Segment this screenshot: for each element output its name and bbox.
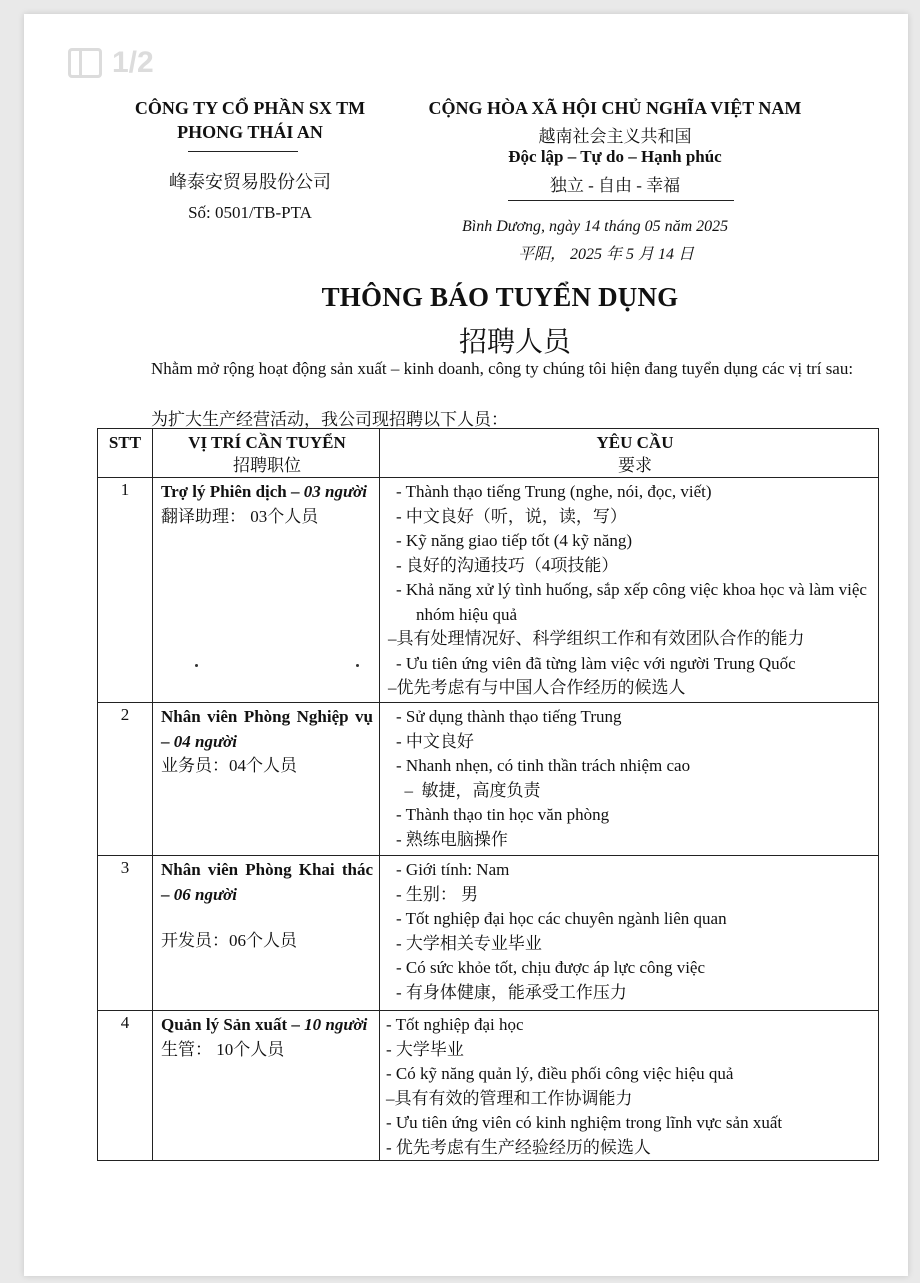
requirement-item: - 熟练电脑操作 xyxy=(396,829,508,849)
motto-vn: Độc lập – Tự do – Hạnh phúc xyxy=(508,147,722,166)
scan-speck xyxy=(195,664,198,667)
row-requirements xyxy=(380,478,879,703)
table-header-row xyxy=(98,429,879,478)
table-row xyxy=(98,856,879,1011)
page-thumbnail-icon[interactable] xyxy=(68,48,102,78)
country-name-vn: CỘNG HÒA XÃ HỘI CHỦ NGHĨA VIỆT NAM xyxy=(428,98,802,118)
requirement-item: - Tốt nghiệp đại học xyxy=(386,1015,524,1034)
row-position: Nhân viên Phòng Khai thác – 06 người 开发员：06个人员 xyxy=(153,856,380,1011)
requirement-item: - 大学相关专业毕业 xyxy=(396,933,542,953)
country-name-cn: 越南社会主义共和国 xyxy=(538,127,692,146)
row-requirements xyxy=(380,703,879,856)
row-stt: 2 xyxy=(98,703,153,856)
motto-underline xyxy=(508,200,734,201)
requirement-item: - 良好的沟通技巧（4项技能） xyxy=(396,555,619,575)
motto-cn: 独立 - 自由 - 幸福 xyxy=(549,176,681,195)
requirement-item: - Có sức khỏe tốt, chịu được áp lực công việc xyxy=(396,958,706,977)
requirement-item: - Có kỹ năng quản lý, điều phối công việc hiệu quả xyxy=(386,1064,734,1083)
table-row xyxy=(98,478,879,703)
row-position: Quản lý Sản xuất – 10 người 生管： 10个人员 xyxy=(153,1011,380,1161)
scan-speck xyxy=(356,664,359,667)
requirement-item: – 敏捷，高度负责 xyxy=(396,780,541,800)
intro-paragraph-cn: 为扩大生产经营活动，我公司现招聘以下人员： xyxy=(151,410,508,429)
document-title-cn: 招聘人员 xyxy=(458,327,571,358)
requirement-item: –具有有效的管理和工作协调能力 xyxy=(386,1088,633,1108)
table-row xyxy=(98,1011,879,1161)
requirement-item: - 中文良好 xyxy=(396,731,474,751)
requirement-item: - 大学毕业 xyxy=(386,1039,464,1059)
row-stt: 1 xyxy=(98,478,153,703)
page-indicator[interactable] xyxy=(68,46,154,80)
page-indicator-text: 1/2 xyxy=(112,46,154,79)
header-position: VỊ TRÍ CẦN TUYỂN 招聘职位 xyxy=(153,429,380,478)
requirement-item: - Nhanh nhẹn, có tinh thần trách nhiệm cao xyxy=(396,756,691,775)
row-position: Nhân viên Phòng Nghiệp vụ – 04 người 业务员：04个人员 xyxy=(153,703,380,856)
requirement-item: - 优先考虑有生产经验经历的候选人 xyxy=(386,1137,651,1157)
row-requirements xyxy=(380,1011,879,1161)
row-stt: 3 xyxy=(98,856,153,1011)
requirement-item: - 中文良好（听，说，读，写） xyxy=(396,506,627,526)
requirement-item: - Thành thạo tiếng Trung (nghe, nói, đọc, viết) xyxy=(396,482,712,501)
document-number: Số: 0501/TB-PTA xyxy=(188,203,312,222)
requirement-item: - 有身体健康，能承受工作压力 xyxy=(396,982,627,1002)
requirement-item: –具有处理情况好、科学组织工作和有效团队合作的能力 xyxy=(388,629,805,648)
company-underline xyxy=(188,151,298,152)
header-requirements: YÊU CẦU 要求 xyxy=(380,429,879,478)
requirement-item: - Thành thạo tin học văn phòng xyxy=(396,805,610,824)
requirement-item: - Ưu tiên ứng viên đã từng làm việc với người Trung Quốc xyxy=(396,653,796,673)
company-name-line1: CÔNG TY CỔ PHẦN SX TM xyxy=(134,98,366,118)
document-date-vn: Bình Dương, ngày 14 tháng 05 năm 2025 xyxy=(462,218,729,235)
document-date-cn: 平阳， 2025 年 5 月 14 日 xyxy=(518,246,695,263)
requirement-item: - Kỹ năng giao tiếp tốt (4 kỹ năng) xyxy=(396,531,633,550)
row-position: Trợ lý Phiên dịch – 03 người 翻译助理： 03个人员 xyxy=(153,478,380,703)
intro-paragraph-vn: Nhằm mở rộng hoạt động sản xuất – kinh doanh, công ty chúng tôi hiện đang tuyển dụng các vị trí sau: xyxy=(151,359,854,378)
company-name-line2: PHONG THÁI AN xyxy=(177,122,323,142)
row-stt: 4 xyxy=(98,1011,153,1161)
table-row xyxy=(98,703,879,856)
header-stt: STT xyxy=(98,429,153,478)
company-name-cn: 峰泰安贸易股份公司 xyxy=(169,172,331,192)
requirement-item: - Giới tính: Nam xyxy=(396,860,510,879)
document-title: THÔNG BÁO TUYỂN DỤNG xyxy=(321,282,679,312)
requirement-item: - Khả năng xử lý tình huống, sắp xếp công việc khoa học và làm việc nhóm hiệu quả xyxy=(396,580,867,624)
requirement-item: - Ưu tiên ứng viên có kinh nghiệm trong lĩnh vực sản xuất xyxy=(386,1113,783,1132)
requirement-item: –优先考虑有与中国人合作经历的候选人 xyxy=(388,678,686,697)
requirement-item: - Tốt nghiệp đại học các chuyên ngành liên quan xyxy=(396,909,727,928)
requirement-item: - 生别： 男 xyxy=(396,884,479,904)
row-requirements xyxy=(380,856,879,1011)
requirement-item: - Sử dụng thành thạo tiếng Trung xyxy=(396,707,622,726)
recruitment-table xyxy=(97,428,879,1161)
